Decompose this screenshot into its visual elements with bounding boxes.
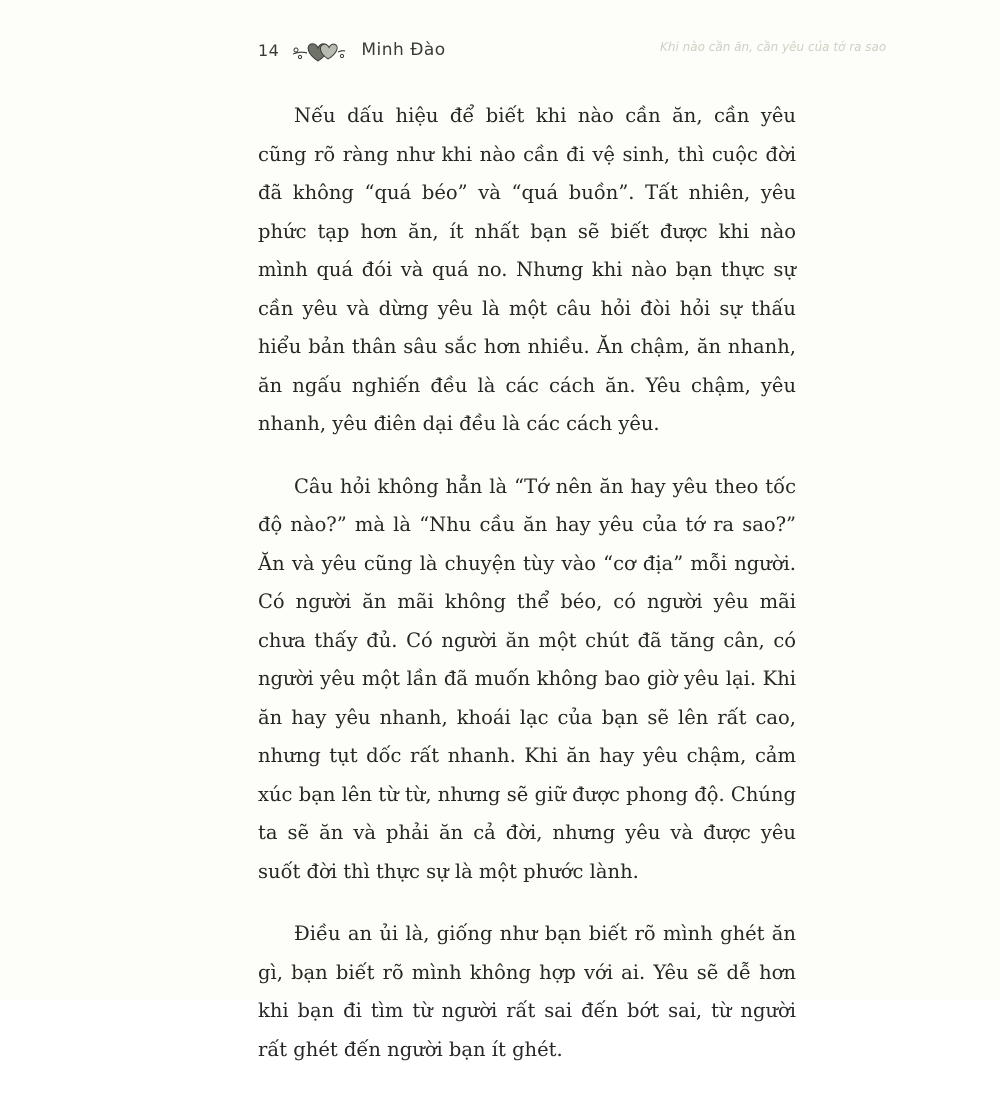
- paragraph-2: Câu hỏi không hẳn là “Tớ nên ăn hay yêu theo tốc độ nào?” mà là “Nhu cầu ăn hay yêu của tớ ra sao?” Ăn và yêu cũng là chuyện tùy vào “cơ địa” mỗi người. Có người ăn mãi không thể béo, có người yêu mãi chưa thấy đủ. Có người ăn một chút đã tăng cân, có người yêu một lần đã muốn không bao giờ yêu lại. Khi ăn hay yêu nhanh, khoái lạc của bạn sẽ lên rất cao, nhưng tụt dốc rất nhanh. Khi ăn hay yêu chậm, cảm xúc bạn lên từ từ, nhưng sẽ giữ được phong độ. Chúng ta sẽ ăn và phải ăn cả đời, nhưng yêu và được yêu suốt đời thì thực sự là một phước lành.: [258, 474, 796, 883]
- running-header: [258, 38, 446, 62]
- paragraph-1: Nếu dấu hiệu để biết khi nào cần ăn, cần yêu cũng rõ ràng như khi nào cần đi vệ sinh, thì cuộc đời đã không “quá béo” và “quá buồn”. Tất nhiên, yêu phức tạp hơn ăn, ít nhất bạn sẽ biết được khi nào mình quá đói và quá no. Nhưng khi nào bạn thực sự cần yêu và dừng yêu là một câu hỏi đòi hỏi sự thấu hiểu bản thân sâu sắc hơn nhiều. Ăn chậm, ăn nhanh, ăn ngấu nghiến đều là các cách ăn. Yêu chậm, yêu nhanh, yêu điên dại đều là các cách yêu.: [258, 104, 796, 435]
- double-heart-ornament-icon: [291, 37, 347, 63]
- page-number: 14: [258, 40, 280, 60]
- body-text: [258, 97, 796, 1093]
- bleed-through-running-title: Khi nào cần ăn, cần yêu của tớ ra sao: [660, 40, 887, 54]
- paragraph-3: Điều an ủi là, giống như bạn biết rõ mình ghét ăn gì, bạn biết rõ mình không hợp với ai. Yêu sẽ dễ hơn khi bạn đi tìm từ người rất sai đến bớt sai, từ người rất ghét đến người bạn ít ghét.: [258, 922, 796, 1061]
- author-name: Minh Đào: [361, 40, 446, 60]
